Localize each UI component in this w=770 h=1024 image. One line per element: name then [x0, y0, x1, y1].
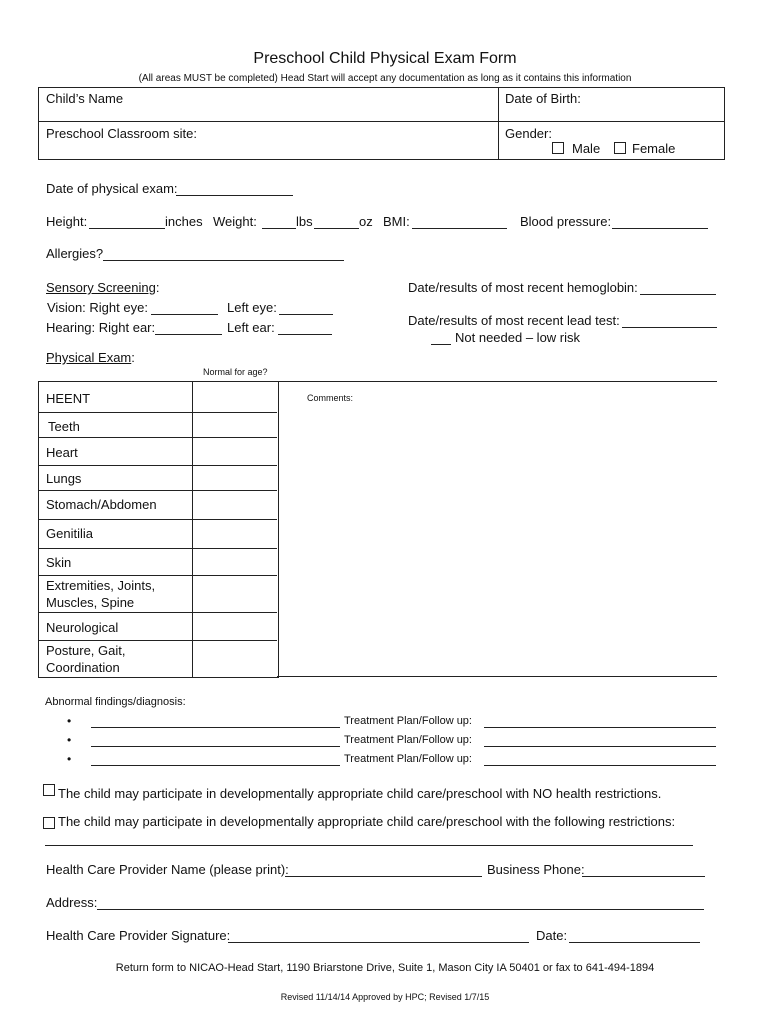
gender-female-option[interactable] — [614, 141, 675, 156]
with-restrictions-label: The child may participate in developmentally appropriate child care/preschool with the following restrictions: — [58, 814, 676, 829]
exam-row-stomach: Stomach/Abdomen — [46, 497, 157, 512]
hearing-right-field[interactable] — [155, 334, 222, 335]
allergies-label: Allergies? — [46, 246, 104, 261]
date-label: Date: — [536, 928, 568, 943]
provider-name-label: Health Care Provider Name (please print): — [46, 862, 289, 877]
sensory-heading: Sensory Screening: — [46, 280, 160, 295]
comments-area[interactable] — [278, 382, 717, 676]
exam-row-skin: Skin — [46, 555, 72, 570]
bullet: • — [67, 733, 72, 747]
oz-label: oz — [359, 214, 373, 229]
normal-cell[interactable] — [192, 491, 277, 519]
normal-cell[interactable] — [192, 549, 277, 575]
blood-pressure-label: Blood pressure: — [520, 214, 612, 229]
child-name-label: Child’s Name — [46, 91, 124, 106]
normal-cell[interactable] — [192, 466, 277, 490]
hearing-right-label: Hearing: Right ear: — [46, 320, 156, 335]
gender-label: Gender: — [505, 126, 552, 141]
normal-cell[interactable] — [192, 438, 277, 465]
treatment-field[interactable] — [484, 746, 716, 747]
height-label: Height: — [46, 214, 88, 229]
exam-row-neurological: Neurological — [46, 620, 119, 635]
with-restrictions-checkbox[interactable] — [43, 817, 55, 829]
business-phone-label: Business Phone: — [487, 862, 585, 877]
comments-label: Comments: — [307, 393, 354, 403]
treatment-label: Treatment Plan/Follow up: — [344, 734, 472, 746]
vision-right-label: Vision: Right eye: — [47, 300, 148, 315]
address-field[interactable] — [97, 909, 704, 910]
dob-label: Date of Birth: — [505, 91, 581, 106]
lead-test-field[interactable] — [622, 327, 717, 328]
hemoglobin-field[interactable] — [640, 294, 716, 295]
treatment-field[interactable] — [484, 727, 716, 728]
exam-row-posture: Posture, Gait, Coordination — [46, 643, 126, 675]
blood-pressure-field[interactable] — [612, 228, 708, 229]
not-needed-field[interactable] — [431, 344, 451, 345]
physical-exam-heading: Physical Exam: — [46, 350, 135, 365]
female-checkbox[interactable] — [614, 142, 626, 154]
exam-date-label: Date of physical exam: — [46, 181, 178, 196]
lead-test-label: Date/results of most recent lead test: — [408, 313, 620, 328]
normal-cell[interactable] — [192, 576, 277, 612]
bullet: • — [67, 714, 72, 728]
exam-row-heart: Heart — [46, 445, 78, 460]
normal-for-age-label: Normal for age? — [203, 367, 268, 377]
finding-field[interactable] — [91, 765, 340, 766]
normal-cell[interactable] — [192, 641, 277, 676]
return-instructions: Return form to NICAO-Head Start, 1190 Briarstone Drive, Suite 1, Mason City IA 50401 or fax to 641-494-1894 — [115, 962, 655, 974]
form-subtitle: (All areas MUST be completed) Head Start will accept any documentation as long as it contains this information — [138, 73, 632, 84]
no-restrictions-label: The child may participate in developmentally appropriate child care/preschool with NO health restrictions. — [58, 786, 662, 801]
not-needed-label: Not needed – low risk — [455, 330, 581, 345]
normal-cell[interactable] — [192, 613, 277, 640]
normal-cell[interactable] — [192, 520, 277, 548]
vision-left-label: Left eye: — [227, 300, 277, 315]
hearing-left-label: Left ear: — [227, 320, 275, 335]
vision-right-field[interactable] — [151, 314, 218, 315]
weight-label: Weight: — [213, 214, 257, 229]
exam-row-extremities: Extremities, Joints, Muscles, Spine — [46, 578, 156, 610]
business-phone-field[interactable] — [582, 876, 705, 877]
restrictions-field[interactable] — [45, 845, 693, 846]
classroom-label: Preschool Classroom site: — [46, 126, 197, 141]
exam-row-genitalia: Genitilia — [46, 526, 93, 541]
exam-row-lungs: Lungs — [46, 471, 82, 486]
normal-cell[interactable] — [192, 413, 277, 437]
allergies-field[interactable] — [103, 260, 344, 261]
provider-name-field[interactable] — [285, 876, 482, 877]
page-title: Preschool Child Physical Exam Form — [253, 50, 517, 67]
exam-row-teeth: Teeth — [48, 419, 80, 434]
normal-cell[interactable] — [192, 382, 277, 412]
weight-lbs-field[interactable] — [262, 228, 296, 229]
inches-label: inches — [165, 214, 203, 229]
hemoglobin-label: Date/results of most recent hemoglobin: — [408, 280, 638, 295]
vision-left-field[interactable] — [279, 314, 333, 315]
height-field[interactable] — [89, 228, 165, 229]
no-restrictions-checkbox[interactable] — [43, 784, 55, 796]
gender-male-option[interactable] — [552, 141, 600, 156]
abnormal-findings-heading: Abnormal findings/diagnosis: — [45, 696, 186, 708]
treatment-label: Treatment Plan/Follow up: — [344, 715, 472, 727]
finding-field[interactable] — [91, 727, 340, 728]
finding-field[interactable] — [91, 746, 340, 747]
bmi-field[interactable] — [412, 228, 507, 229]
revision-note: Revised 11/14/14 Approved by HPC; Revised 1/7/15 — [280, 992, 490, 1002]
address-label: Address: — [46, 895, 98, 910]
exam-date-field[interactable] — [176, 195, 293, 196]
male-label: Male — [572, 141, 601, 156]
weight-oz-field[interactable] — [314, 228, 359, 229]
lbs-label: lbs — [296, 214, 313, 229]
signature-field[interactable] — [228, 942, 529, 943]
female-label: Female — [632, 141, 676, 156]
with-restrictions-option[interactable] — [43, 814, 675, 829]
bullet: • — [67, 752, 72, 766]
bmi-label: BMI: — [383, 214, 410, 229]
date-field[interactable] — [569, 942, 700, 943]
exam-row-heent: HEENT — [46, 391, 91, 406]
hearing-left-field[interactable] — [278, 334, 332, 335]
treatment-label: Treatment Plan/Follow up: — [344, 753, 472, 765]
no-restrictions-option[interactable] — [43, 784, 661, 801]
signature-label: Health Care Provider Signature: — [46, 928, 231, 943]
treatment-field[interactable] — [484, 765, 716, 766]
male-checkbox[interactable] — [552, 142, 564, 154]
